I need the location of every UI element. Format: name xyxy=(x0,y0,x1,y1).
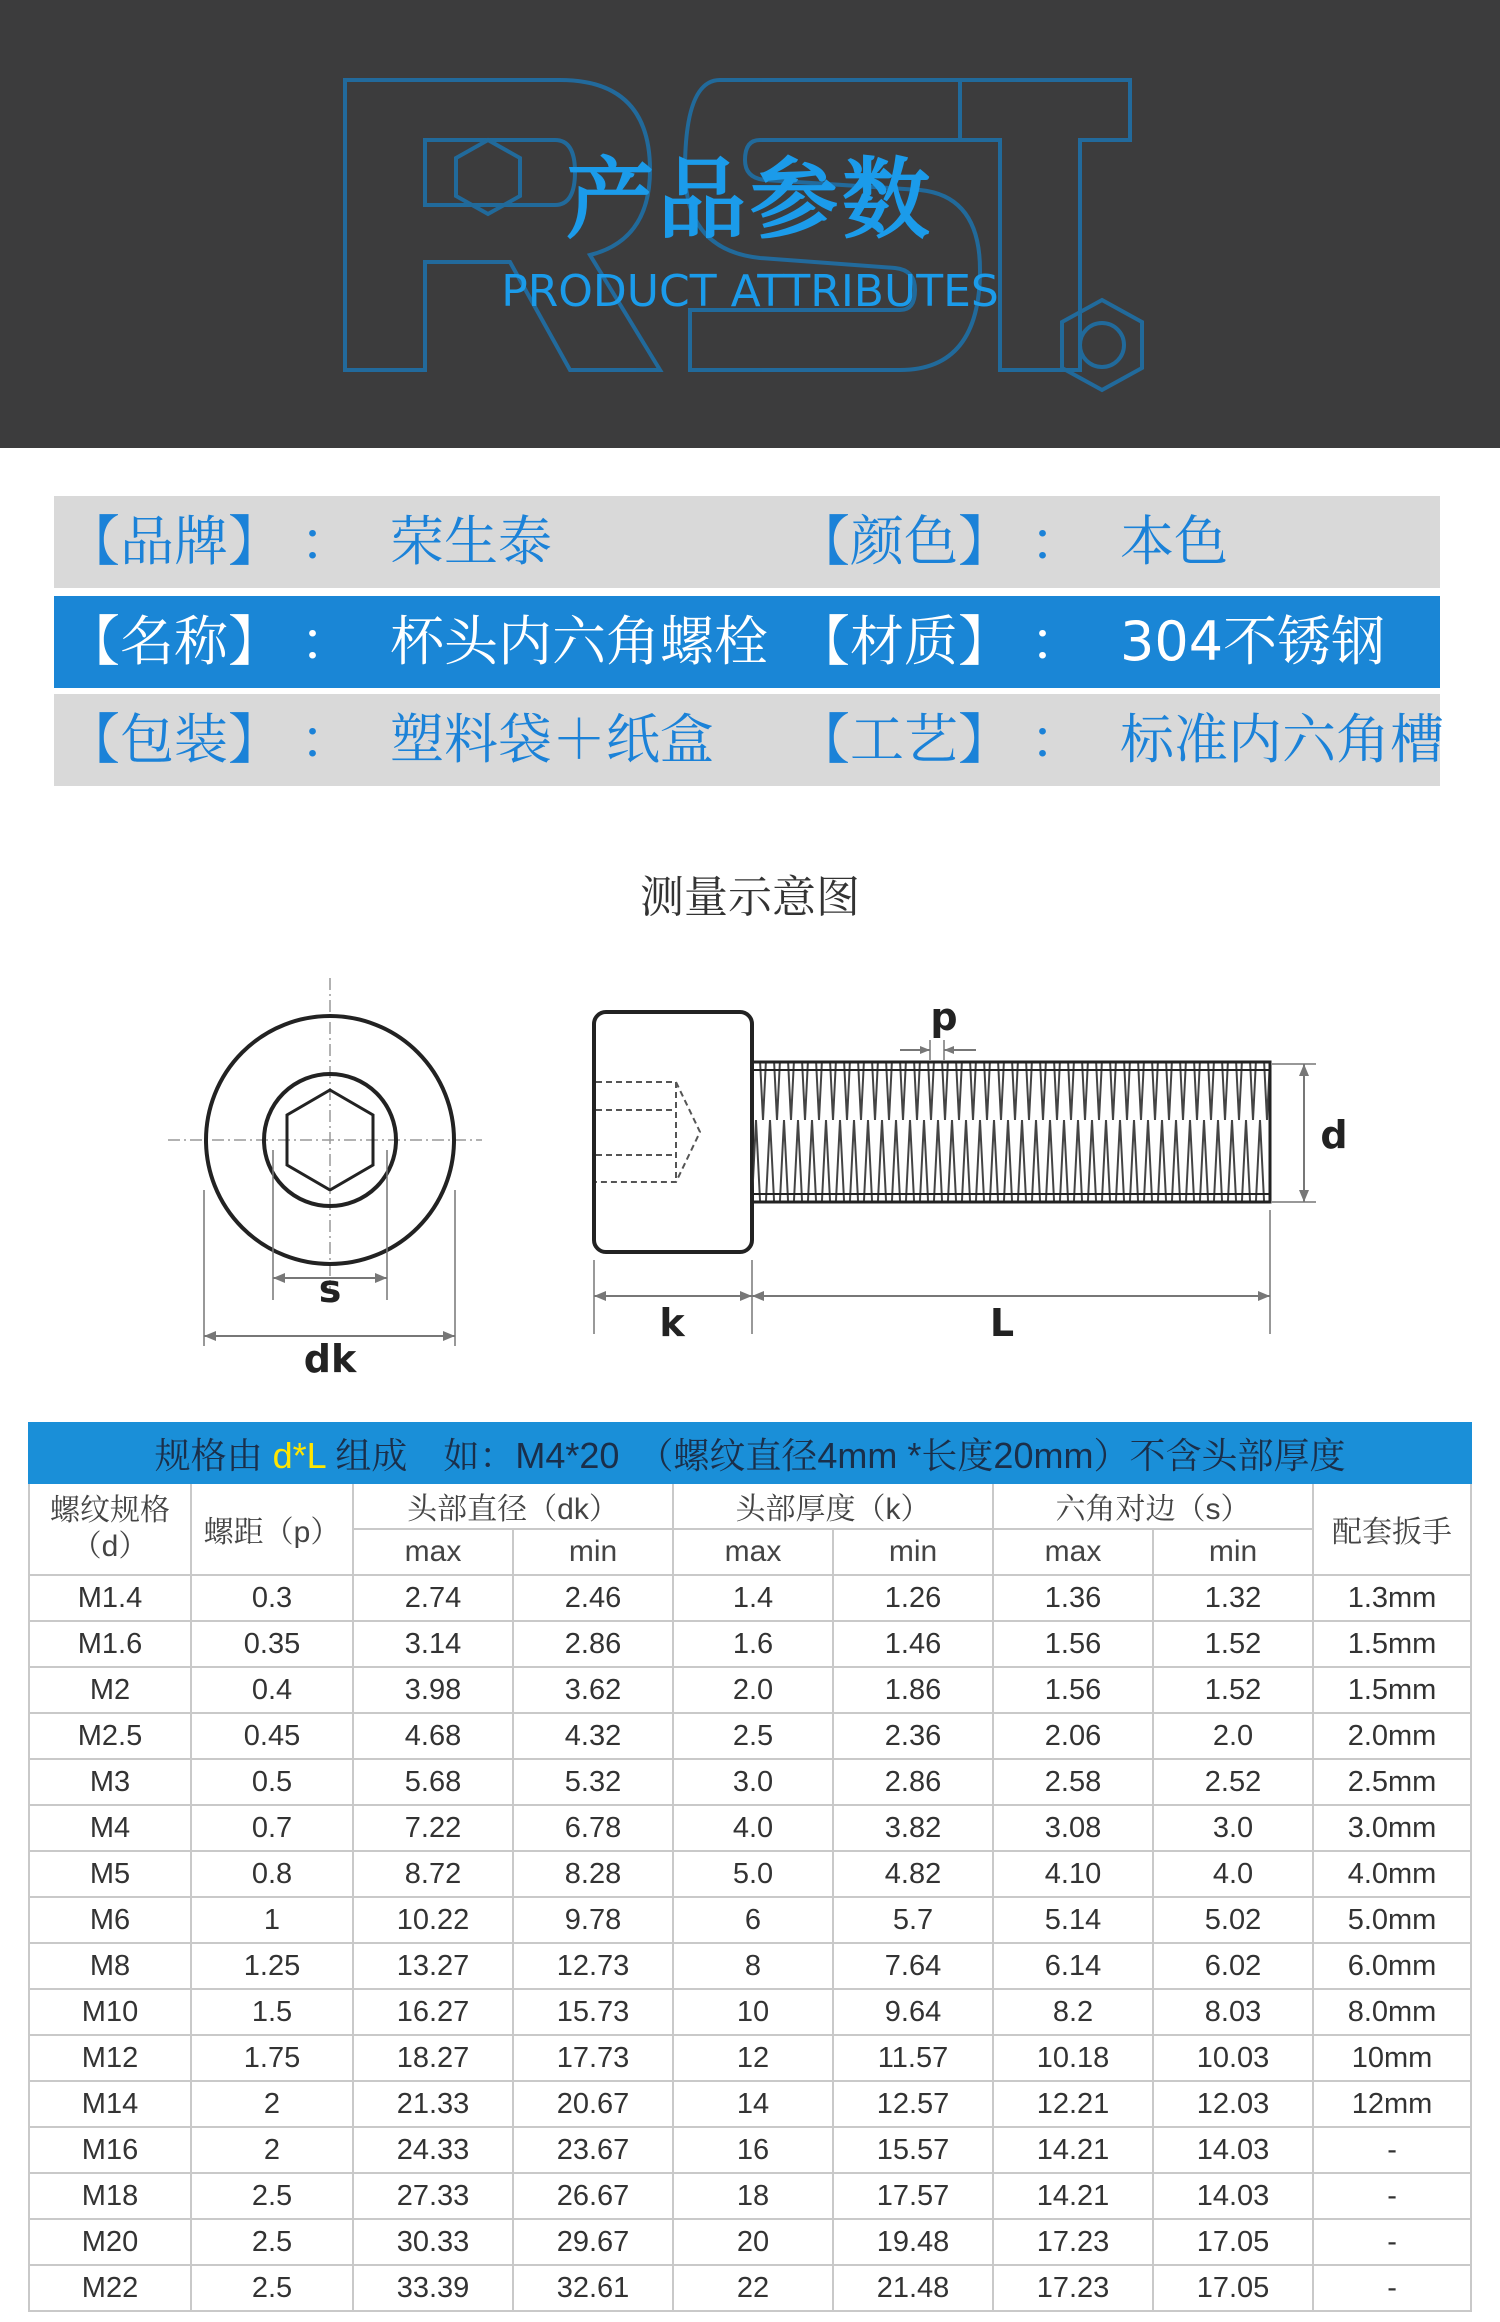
cell-pitch: 2 xyxy=(191,2127,353,2173)
attr-row-packaging xyxy=(54,694,1444,786)
table-row xyxy=(29,2173,1471,2219)
cell-s-min: 14.03 xyxy=(1153,2173,1313,2219)
cell-thread: M8 xyxy=(29,1943,191,1989)
cell-k-max: 14 xyxy=(673,2081,833,2127)
attr-separator: ： xyxy=(300,708,354,771)
cell-thread: M1.6 xyxy=(29,1621,191,1667)
cell-s-min: 3.0 xyxy=(1153,1805,1313,1851)
table-row xyxy=(29,1851,1471,1897)
cell-wrench: - xyxy=(1313,2219,1471,2265)
table-row xyxy=(29,2081,1471,2127)
attr-row-brand xyxy=(54,496,1440,588)
cell-k-min: 2.86 xyxy=(833,1759,993,1805)
cell-k-max: 2.5 xyxy=(673,1713,833,1759)
cell-s-max: 4.10 xyxy=(993,1851,1153,1897)
header-max: max xyxy=(993,1529,1153,1575)
cell-k-min: 5.7 xyxy=(833,1897,993,1943)
attr-separator: ： xyxy=(1030,708,1084,771)
cell-s-min: 17.05 xyxy=(1153,2219,1313,2265)
header-wrench: 配套扳手 xyxy=(1313,1483,1471,1575)
cell-dk-min: 9.78 xyxy=(513,1897,673,1943)
cell-dk-min: 12.73 xyxy=(513,1943,673,1989)
attr-value: 304不锈钢 xyxy=(1120,610,1386,673)
cell-s-min: 5.02 xyxy=(1153,1897,1313,1943)
spec-table xyxy=(28,1422,1472,2312)
cell-s-max: 1.36 xyxy=(993,1575,1153,1621)
header-min: min xyxy=(1153,1529,1313,1575)
cell-s-max: 6.14 xyxy=(993,1943,1153,1989)
cell-k-max: 16 xyxy=(673,2127,833,2173)
cell-wrench: 12mm xyxy=(1313,2081,1471,2127)
attr-value: 荣生泰 xyxy=(390,510,552,573)
attr-key: 【名称】 xyxy=(66,610,282,673)
cell-s-max: 2.06 xyxy=(993,1713,1153,1759)
cell-dk-min: 20.67 xyxy=(513,2081,673,2127)
cell-k-min: 1.26 xyxy=(833,1575,993,1621)
cell-dk-max: 16.27 xyxy=(353,1989,513,2035)
cell-k-max: 1.4 xyxy=(673,1575,833,1621)
cell-wrench: 1.3mm xyxy=(1313,1575,1471,1621)
attr-separator: ： xyxy=(1030,610,1084,673)
cell-dk-min: 29.67 xyxy=(513,2219,673,2265)
caption-prefix: 规格由 xyxy=(154,1434,273,1476)
cell-pitch: 0.3 xyxy=(191,1575,353,1621)
cell-pitch: 1.75 xyxy=(191,2035,353,2081)
cell-pitch: 2.5 xyxy=(191,2265,353,2311)
cell-s-min: 2.52 xyxy=(1153,1759,1313,1805)
cell-s-min: 8.03 xyxy=(1153,1989,1313,2035)
cell-dk-max: 24.33 xyxy=(353,2127,513,2173)
attr-key: 【包装】 xyxy=(66,708,282,771)
cell-pitch: 1 xyxy=(191,1897,353,1943)
cell-thread: M3 xyxy=(29,1759,191,1805)
cell-dk-min: 23.67 xyxy=(513,2127,673,2173)
header-head-dia: 头部直径（dk） xyxy=(353,1483,673,1529)
caption-highlight: d*L xyxy=(272,1434,326,1476)
cell-k-max: 20 xyxy=(673,2219,833,2265)
cell-thread: M2.5 xyxy=(29,1713,191,1759)
header-hex: 六角对边（s） xyxy=(993,1483,1313,1529)
table-row xyxy=(29,1575,1471,1621)
cell-dk-min: 17.73 xyxy=(513,2035,673,2081)
cell-k-max: 3.0 xyxy=(673,1759,833,1805)
cell-s-max: 1.56 xyxy=(993,1621,1153,1667)
cell-k-min: 2.36 xyxy=(833,1713,993,1759)
cell-thread: M4 xyxy=(29,1805,191,1851)
cell-wrench: 1.5mm xyxy=(1313,1621,1471,1667)
cell-dk-max: 33.39 xyxy=(353,2265,513,2311)
table-row xyxy=(29,1805,1471,1851)
attr-key: 【工艺】 xyxy=(796,708,1012,771)
cell-dk-max: 7.22 xyxy=(353,1805,513,1851)
label-dk: dk xyxy=(303,1337,357,1381)
table-row xyxy=(29,1667,1471,1713)
table-row xyxy=(29,1759,1471,1805)
header-pitch: 螺距（p） xyxy=(191,1483,353,1575)
cell-thread: M5 xyxy=(29,1851,191,1897)
cell-k-min: 15.57 xyxy=(833,2127,993,2173)
cell-k-min: 9.64 xyxy=(833,1989,993,2035)
cell-wrench: - xyxy=(1313,2127,1471,2173)
cell-s-min: 1.52 xyxy=(1153,1621,1313,1667)
attr-row-name xyxy=(54,596,1440,688)
cell-s-min: 17.05 xyxy=(1153,2265,1313,2311)
cell-k-max: 1.6 xyxy=(673,1621,833,1667)
attr-value: 塑料袋＋纸盒 xyxy=(390,708,714,771)
table-row xyxy=(29,2219,1471,2265)
cell-dk-min: 3.62 xyxy=(513,1667,673,1713)
cell-s-min: 6.02 xyxy=(1153,1943,1313,1989)
header-max: max xyxy=(353,1529,513,1575)
cell-thread: M16 xyxy=(29,2127,191,2173)
cell-dk-max: 30.33 xyxy=(353,2219,513,2265)
cell-wrench: - xyxy=(1313,2173,1471,2219)
cell-k-max: 18 xyxy=(673,2173,833,2219)
header-thread xyxy=(29,1483,191,1575)
cell-s-min: 10.03 xyxy=(1153,2035,1313,2081)
attr-key: 【品牌】 xyxy=(66,510,282,573)
cell-wrench: - xyxy=(1313,2265,1471,2311)
cell-k-min: 21.48 xyxy=(833,2265,993,2311)
cell-s-min: 12.03 xyxy=(1153,2081,1313,2127)
cell-dk-max: 4.68 xyxy=(353,1713,513,1759)
table-row xyxy=(29,1897,1471,1943)
cell-dk-min: 5.32 xyxy=(513,1759,673,1805)
cell-pitch: 2 xyxy=(191,2081,353,2127)
cell-thread: M1.4 xyxy=(29,1575,191,1621)
cell-k-min: 4.82 xyxy=(833,1851,993,1897)
bolt-side-view xyxy=(594,1012,1316,1334)
header-banner xyxy=(0,0,1500,448)
cell-pitch: 0.4 xyxy=(191,1667,353,1713)
label-p: p xyxy=(930,995,958,1039)
table-row xyxy=(29,1943,1471,1989)
cell-s-max: 14.21 xyxy=(993,2173,1153,2219)
cell-thread: M14 xyxy=(29,2081,191,2127)
cell-pitch: 0.5 xyxy=(191,1759,353,1805)
table-caption-row xyxy=(29,1423,1471,1483)
cell-k-min: 19.48 xyxy=(833,2219,993,2265)
cell-pitch: 1.25 xyxy=(191,1943,353,1989)
cell-dk-max: 8.72 xyxy=(353,1851,513,1897)
cell-dk-max: 27.33 xyxy=(353,2173,513,2219)
cell-thread: M2 xyxy=(29,1667,191,1713)
table-row xyxy=(29,2265,1471,2311)
cell-pitch: 2.5 xyxy=(191,2219,353,2265)
table-row xyxy=(29,1989,1471,2035)
cell-wrench: 5.0mm xyxy=(1313,1897,1471,1943)
cell-wrench: 6.0mm xyxy=(1313,1943,1471,1989)
header-thread-line1: 螺纹规格 xyxy=(50,1494,170,1527)
cell-s-max: 10.18 xyxy=(993,2035,1153,2081)
caption-suffix: 组成 如：M4*20 （螺纹直径4mm *长度20mm）不含头部厚度 xyxy=(325,1434,1346,1476)
cell-k-min: 17.57 xyxy=(833,2173,993,2219)
attr-value: 本色 xyxy=(1120,510,1228,573)
cell-dk-min: 2.86 xyxy=(513,1621,673,1667)
cell-s-min: 1.32 xyxy=(1153,1575,1313,1621)
cell-k-min: 12.57 xyxy=(833,2081,993,2127)
cell-wrench: 4.0mm xyxy=(1313,1851,1471,1897)
cell-dk-min: 26.67 xyxy=(513,2173,673,2219)
cell-wrench: 2.0mm xyxy=(1313,1713,1471,1759)
cell-s-max: 12.21 xyxy=(993,2081,1153,2127)
table-caption xyxy=(29,1423,1471,1483)
diagram-title: 测量示意图 xyxy=(640,872,860,923)
cell-wrench: 8.0mm xyxy=(1313,1989,1471,2035)
cell-pitch: 0.45 xyxy=(191,1713,353,1759)
attr-value: 杯头内六角螺栓 xyxy=(390,610,768,673)
cell-s-min: 1.52 xyxy=(1153,1667,1313,1713)
cell-k-max: 8 xyxy=(673,1943,833,1989)
cell-s-min: 14.03 xyxy=(1153,2127,1313,2173)
table-row xyxy=(29,2035,1471,2081)
cell-s-max: 17.23 xyxy=(993,2219,1153,2265)
cell-k-max: 10 xyxy=(673,1989,833,2035)
header-min: min xyxy=(513,1529,673,1575)
cell-dk-max: 10.22 xyxy=(353,1897,513,1943)
attr-value: 标准内六角槽 xyxy=(1120,708,1444,771)
banner-title: 产品参数 xyxy=(565,148,934,251)
cell-pitch: 0.8 xyxy=(191,1851,353,1897)
cell-k-min: 7.64 xyxy=(833,1943,993,1989)
measurement-diagram xyxy=(0,960,1500,1400)
cell-k-max: 5.0 xyxy=(673,1851,833,1897)
cell-thread: M20 xyxy=(29,2219,191,2265)
cell-s-max: 5.14 xyxy=(993,1897,1153,1943)
cell-dk-min: 32.61 xyxy=(513,2265,673,2311)
cell-thread: M22 xyxy=(29,2265,191,2311)
label-s: s xyxy=(318,1267,342,1311)
cell-k-max: 2.0 xyxy=(673,1667,833,1713)
attr-separator: ： xyxy=(1030,510,1084,573)
cell-s-max: 2.58 xyxy=(993,1759,1153,1805)
table-row xyxy=(29,1713,1471,1759)
table-row xyxy=(29,2127,1471,2173)
cell-pitch: 1.5 xyxy=(191,1989,353,2035)
cell-s-max: 3.08 xyxy=(993,1805,1153,1851)
cell-k-min: 1.86 xyxy=(833,1667,993,1713)
cell-k-min: 1.46 xyxy=(833,1621,993,1667)
cell-dk-max: 3.98 xyxy=(353,1667,513,1713)
table-body xyxy=(29,1575,1471,2311)
cell-s-max: 17.23 xyxy=(993,2265,1153,2311)
cell-k-max: 4.0 xyxy=(673,1805,833,1851)
cell-dk-min: 6.78 xyxy=(513,1805,673,1851)
label-L: L xyxy=(989,1301,1015,1345)
cell-dk-min: 8.28 xyxy=(513,1851,673,1897)
header-head-thk: 头部厚度（k） xyxy=(673,1483,993,1529)
cell-s-max: 8.2 xyxy=(993,1989,1153,2035)
cell-dk-min: 4.32 xyxy=(513,1713,673,1759)
cell-pitch: 2.5 xyxy=(191,2173,353,2219)
label-d: d xyxy=(1320,1113,1348,1157)
cell-thread: M10 xyxy=(29,1989,191,2035)
cell-pitch: 0.7 xyxy=(191,1805,353,1851)
cell-wrench: 10mm xyxy=(1313,2035,1471,2081)
attr-key: 【颜色】 xyxy=(796,510,1012,573)
cell-s-min: 2.0 xyxy=(1153,1713,1313,1759)
cell-s-max: 1.56 xyxy=(993,1667,1153,1713)
header-min: min xyxy=(833,1529,993,1575)
header-max: max xyxy=(673,1529,833,1575)
table-header-row xyxy=(29,1483,1471,1529)
cell-dk-max: 13.27 xyxy=(353,1943,513,1989)
cell-s-min: 4.0 xyxy=(1153,1851,1313,1897)
banner-subtitle: PRODUCT ATTRIBUTES xyxy=(501,266,999,317)
cell-k-min: 3.82 xyxy=(833,1805,993,1851)
cell-dk-max: 18.27 xyxy=(353,2035,513,2081)
cell-k-max: 6 xyxy=(673,1897,833,1943)
cell-dk-max: 5.68 xyxy=(353,1759,513,1805)
attr-separator: ： xyxy=(300,510,354,573)
cell-dk-max: 3.14 xyxy=(353,1621,513,1667)
cell-k-min: 11.57 xyxy=(833,2035,993,2081)
cell-thread: M18 xyxy=(29,2173,191,2219)
header-thread-line2: （d） xyxy=(71,1530,149,1563)
cell-wrench: 3.0mm xyxy=(1313,1805,1471,1851)
cell-thread: M12 xyxy=(29,2035,191,2081)
table-row xyxy=(29,1621,1471,1667)
attr-separator: ： xyxy=(300,610,354,673)
label-k: k xyxy=(659,1301,685,1345)
cell-wrench: 2.5mm xyxy=(1313,1759,1471,1805)
cell-pitch: 0.35 xyxy=(191,1621,353,1667)
cell-s-max: 14.21 xyxy=(993,2127,1153,2173)
cell-dk-min: 15.73 xyxy=(513,1989,673,2035)
cell-k-max: 12 xyxy=(673,2035,833,2081)
cell-dk-max: 21.33 xyxy=(353,2081,513,2127)
cell-dk-max: 2.74 xyxy=(353,1575,513,1621)
cell-wrench: 1.5mm xyxy=(1313,1667,1471,1713)
attr-key: 【材质】 xyxy=(796,610,1012,673)
cell-k-max: 22 xyxy=(673,2265,833,2311)
cell-dk-min: 2.46 xyxy=(513,1575,673,1621)
cell-thread: M6 xyxy=(29,1897,191,1943)
